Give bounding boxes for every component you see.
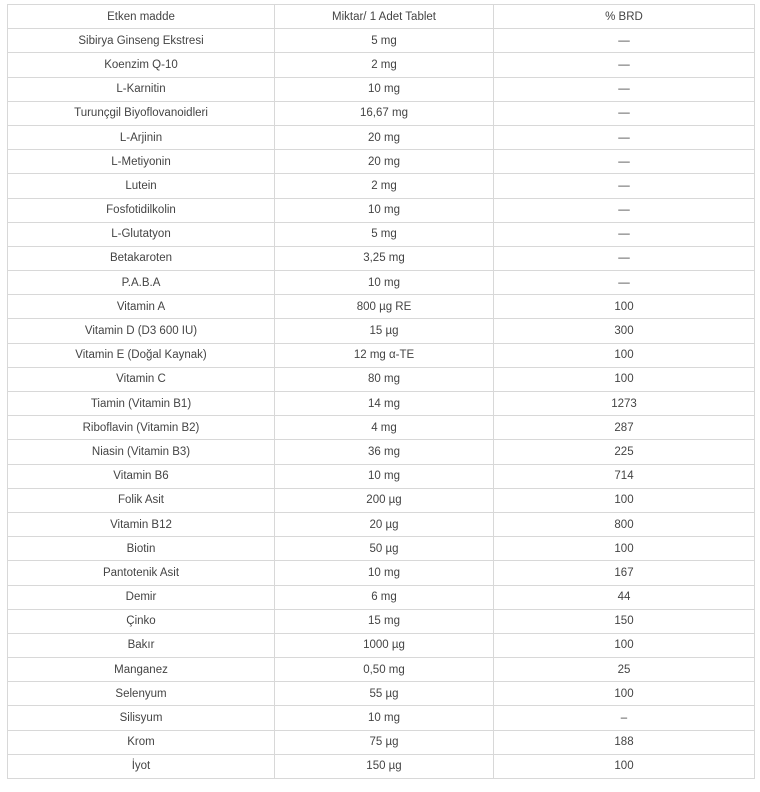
cell-rdi-percent: —: [494, 246, 755, 270]
cell-amount: 0,50 mg: [275, 658, 494, 682]
cell-amount: 20 µg: [275, 512, 494, 536]
cell-amount: 15 mg: [275, 609, 494, 633]
cell-ingredient: L-Karnitin: [8, 77, 275, 101]
table-row: [8, 658, 755, 682]
table-row: [8, 53, 755, 77]
cell-ingredient: Selenyum: [8, 682, 275, 706]
cell-rdi-percent: —: [494, 29, 755, 53]
cell-rdi-percent: 100: [494, 488, 755, 512]
cell-rdi-percent: —: [494, 101, 755, 125]
table-row: [8, 609, 755, 633]
table-row: [8, 754, 755, 778]
cell-rdi-percent: —: [494, 150, 755, 174]
table-row: [8, 585, 755, 609]
cell-amount: 800 µg RE: [275, 295, 494, 319]
cell-amount: 4 mg: [275, 416, 494, 440]
cell-amount: 20 mg: [275, 125, 494, 149]
table-header-row: [8, 5, 755, 29]
table-row: [8, 198, 755, 222]
cell-rdi-percent: 300: [494, 319, 755, 343]
cell-amount: 2 mg: [275, 174, 494, 198]
table-row: [8, 150, 755, 174]
table-row: [8, 77, 755, 101]
cell-ingredient: Pantotenik Asit: [8, 561, 275, 585]
cell-ingredient: Lutein: [8, 174, 275, 198]
cell-amount: 10 mg: [275, 464, 494, 488]
table-row: [8, 392, 755, 416]
cell-rdi-percent: —: [494, 77, 755, 101]
cell-amount: 5 mg: [275, 29, 494, 53]
table-row: [8, 29, 755, 53]
cell-ingredient: Turunçgil Biyoflovanoidleri: [8, 101, 275, 125]
cell-amount: 10 mg: [275, 271, 494, 295]
table-row: [8, 488, 755, 512]
cell-rdi-percent: 287: [494, 416, 755, 440]
cell-ingredient: Vitamin B6: [8, 464, 275, 488]
cell-ingredient: Niasin (Vitamin B3): [8, 440, 275, 464]
cell-ingredient: Bakır: [8, 633, 275, 657]
cell-ingredient: Vitamin A: [8, 295, 275, 319]
cell-ingredient: Demir: [8, 585, 275, 609]
cell-ingredient: Biotin: [8, 537, 275, 561]
cell-rdi-percent: 100: [494, 537, 755, 561]
cell-ingredient: Folik Asit: [8, 488, 275, 512]
cell-amount: 55 µg: [275, 682, 494, 706]
cell-rdi-percent: 167: [494, 561, 755, 585]
cell-amount: 10 mg: [275, 561, 494, 585]
table-row: [8, 295, 755, 319]
cell-rdi-percent: 100: [494, 754, 755, 778]
cell-rdi-percent: 100: [494, 295, 755, 319]
cell-amount: 150 µg: [275, 754, 494, 778]
table-row: [8, 561, 755, 585]
table-row: [8, 682, 755, 706]
cell-ingredient: Vitamin C: [8, 367, 275, 391]
cell-ingredient: Vitamin B12: [8, 512, 275, 536]
cell-ingredient: Vitamin E (Doğal Kaynak): [8, 343, 275, 367]
cell-rdi-percent: 100: [494, 367, 755, 391]
cell-amount: 200 µg: [275, 488, 494, 512]
table-row: [8, 246, 755, 270]
table-row: [8, 512, 755, 536]
header-amount: Miktar/ 1 Adet Tablet: [275, 5, 494, 29]
table-row: [8, 706, 755, 730]
cell-rdi-percent: —: [494, 222, 755, 246]
cell-ingredient: L-Glutatyon: [8, 222, 275, 246]
cell-rdi-percent: —: [494, 53, 755, 77]
cell-amount: 14 mg: [275, 392, 494, 416]
cell-amount: 16,67 mg: [275, 101, 494, 125]
cell-rdi-percent: 714: [494, 464, 755, 488]
cell-rdi-percent: 225: [494, 440, 755, 464]
table-row: [8, 319, 755, 343]
cell-amount: 10 mg: [275, 198, 494, 222]
cell-ingredient: Riboflavin (Vitamin B2): [8, 416, 275, 440]
table-row: [8, 222, 755, 246]
table-row: [8, 271, 755, 295]
cell-rdi-percent: 1273: [494, 392, 755, 416]
table-row: [8, 633, 755, 657]
cell-rdi-percent: 100: [494, 343, 755, 367]
nutrition-table: [7, 4, 755, 779]
cell-rdi-percent: –: [494, 706, 755, 730]
cell-amount: 3,25 mg: [275, 246, 494, 270]
cell-ingredient: Koenzim Q-10: [8, 53, 275, 77]
cell-amount: 50 µg: [275, 537, 494, 561]
cell-ingredient: Fosfotidilkolin: [8, 198, 275, 222]
cell-ingredient: Silisyum: [8, 706, 275, 730]
cell-rdi-percent: 150: [494, 609, 755, 633]
header-rdi-percent: % BRD: [494, 5, 755, 29]
cell-rdi-percent: —: [494, 174, 755, 198]
header-ingredient: Etken madde: [8, 5, 275, 29]
table-row: [8, 537, 755, 561]
cell-ingredient: Tiamin (Vitamin B1): [8, 392, 275, 416]
cell-rdi-percent: —: [494, 198, 755, 222]
cell-rdi-percent: 25: [494, 658, 755, 682]
cell-rdi-percent: 188: [494, 730, 755, 754]
cell-rdi-percent: 44: [494, 585, 755, 609]
table-row: [8, 343, 755, 367]
cell-amount: 36 mg: [275, 440, 494, 464]
table-row: [8, 440, 755, 464]
table-row: [8, 174, 755, 198]
cell-ingredient: P.A.B.A: [8, 271, 275, 295]
cell-ingredient: Manganez: [8, 658, 275, 682]
cell-ingredient: L-Metiyonin: [8, 150, 275, 174]
cell-amount: 5 mg: [275, 222, 494, 246]
table-row: [8, 101, 755, 125]
cell-amount: 10 mg: [275, 706, 494, 730]
cell-ingredient: L-Arjinin: [8, 125, 275, 149]
table-row: [8, 125, 755, 149]
cell-amount: 15 µg: [275, 319, 494, 343]
cell-ingredient: Krom: [8, 730, 275, 754]
cell-rdi-percent: 100: [494, 682, 755, 706]
cell-amount: 75 µg: [275, 730, 494, 754]
cell-amount: 6 mg: [275, 585, 494, 609]
cell-ingredient: Betakaroten: [8, 246, 275, 270]
cell-amount: 1000 µg: [275, 633, 494, 657]
cell-rdi-percent: —: [494, 271, 755, 295]
cell-amount: 12 mg α-TE: [275, 343, 494, 367]
table-row: [8, 367, 755, 391]
cell-amount: 2 mg: [275, 53, 494, 77]
cell-amount: 10 mg: [275, 77, 494, 101]
cell-amount: 80 mg: [275, 367, 494, 391]
cell-rdi-percent: 800: [494, 512, 755, 536]
cell-ingredient: Çinko: [8, 609, 275, 633]
cell-ingredient: Sibirya Ginseng Ekstresi: [8, 29, 275, 53]
cell-rdi-percent: 100: [494, 633, 755, 657]
cell-rdi-percent: —: [494, 125, 755, 149]
cell-amount: 20 mg: [275, 150, 494, 174]
table-row: [8, 464, 755, 488]
cell-ingredient: Vitamin D (D3 600 IU): [8, 319, 275, 343]
table-row: [8, 730, 755, 754]
table-row: [8, 416, 755, 440]
cell-ingredient: İyot: [8, 754, 275, 778]
